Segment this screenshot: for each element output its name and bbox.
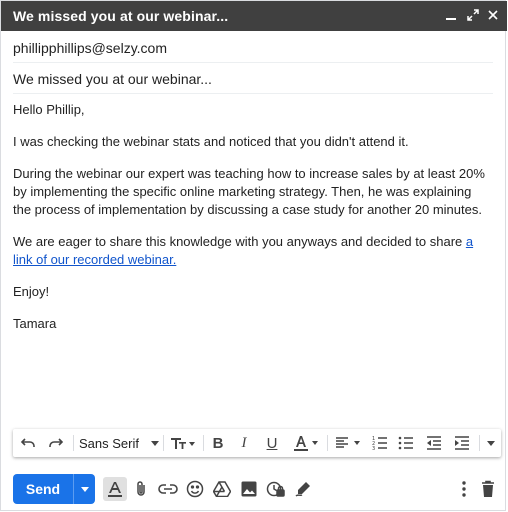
- closing-text: Enjoy!: [13, 284, 50, 299]
- separator: [163, 435, 164, 451]
- recipients-field[interactable]: phillipphillips@selzy.com: [13, 40, 168, 56]
- paragraph-2: During the webinar our expert was teaching how to increase sales by at least 20% by implementing the specific online marketing strategy. Then, he was explaining the process of implementation by discussing a case study for another 20 minutes.: [13, 166, 485, 217]
- chevron-down-icon: [151, 441, 159, 446]
- chevron-down-icon: [81, 487, 89, 492]
- recorded-webinar-link[interactable]: a link of our recorded webinar.: [13, 234, 474, 267]
- compose-title: We missed you at our webinar...: [13, 8, 229, 24]
- send-button-group: [13, 474, 95, 504]
- separator: [327, 435, 328, 451]
- svg-text:3: 3: [372, 446, 376, 451]
- bulleted-list-icon[interactable]: [395, 429, 417, 457]
- svg-text:2: 2: [372, 441, 376, 447]
- confidential-icon[interactable]: [264, 477, 288, 501]
- signature-icon[interactable]: [291, 477, 315, 501]
- minimize-icon[interactable]: [443, 7, 459, 23]
- font-size-icon[interactable]: [169, 429, 197, 457]
- font-family-value: Sans Serif: [79, 435, 139, 451]
- drive-icon[interactable]: [210, 477, 234, 501]
- discard-icon[interactable]: [476, 477, 500, 501]
- subject-field[interactable]: We missed you at our webinar...: [13, 71, 212, 87]
- close-icon[interactable]: [485, 7, 501, 23]
- signature-text: Tamara: [13, 316, 57, 331]
- paragraph-3-text: We are eager to share this knowledge with you anyways and decided to share: [13, 234, 466, 249]
- attach-icon[interactable]: [129, 477, 153, 501]
- indent-less-icon[interactable]: [423, 429, 445, 457]
- link-icon[interactable]: [156, 477, 180, 501]
- more-options-icon[interactable]: [452, 477, 476, 501]
- formatting-options-icon[interactable]: [103, 477, 127, 501]
- indent-more-icon[interactable]: [451, 429, 473, 457]
- italic-icon[interactable]: I: [241, 434, 247, 451]
- divider: [13, 62, 493, 63]
- more-formatting-icon[interactable]: [483, 429, 499, 457]
- svg-text:1: 1: [372, 436, 376, 442]
- undo-icon[interactable]: [17, 429, 39, 457]
- emoji-icon[interactable]: [183, 477, 207, 501]
- paragraph-1: I was checking the webinar stats and noticed that you didn't attend it.: [13, 134, 409, 149]
- paragraph-3: [13, 233, 491, 269]
- greeting-text: Hello Phillip,: [13, 102, 85, 117]
- separator: [479, 435, 480, 451]
- schedule-send-dropdown[interactable]: [74, 474, 95, 504]
- underline-icon[interactable]: U: [266, 434, 278, 452]
- align-icon[interactable]: [333, 429, 363, 457]
- separator: [203, 435, 204, 451]
- font-family-select[interactable]: [79, 429, 159, 457]
- numbered-list-icon[interactable]: [369, 429, 391, 457]
- formatting-toolbar: [13, 429, 501, 457]
- bold-icon[interactable]: B: [212, 434, 224, 452]
- redo-icon[interactable]: [45, 429, 67, 457]
- expand-icon[interactable]: [465, 7, 481, 23]
- send-button[interactable]: Send: [25, 481, 61, 497]
- separator: [73, 435, 74, 451]
- divider: [13, 93, 493, 94]
- message-body[interactable]: [13, 101, 491, 347]
- text-color-icon[interactable]: [291, 429, 321, 457]
- photo-icon[interactable]: [237, 477, 261, 501]
- compose-title-bar[interactable]: [1, 1, 507, 31]
